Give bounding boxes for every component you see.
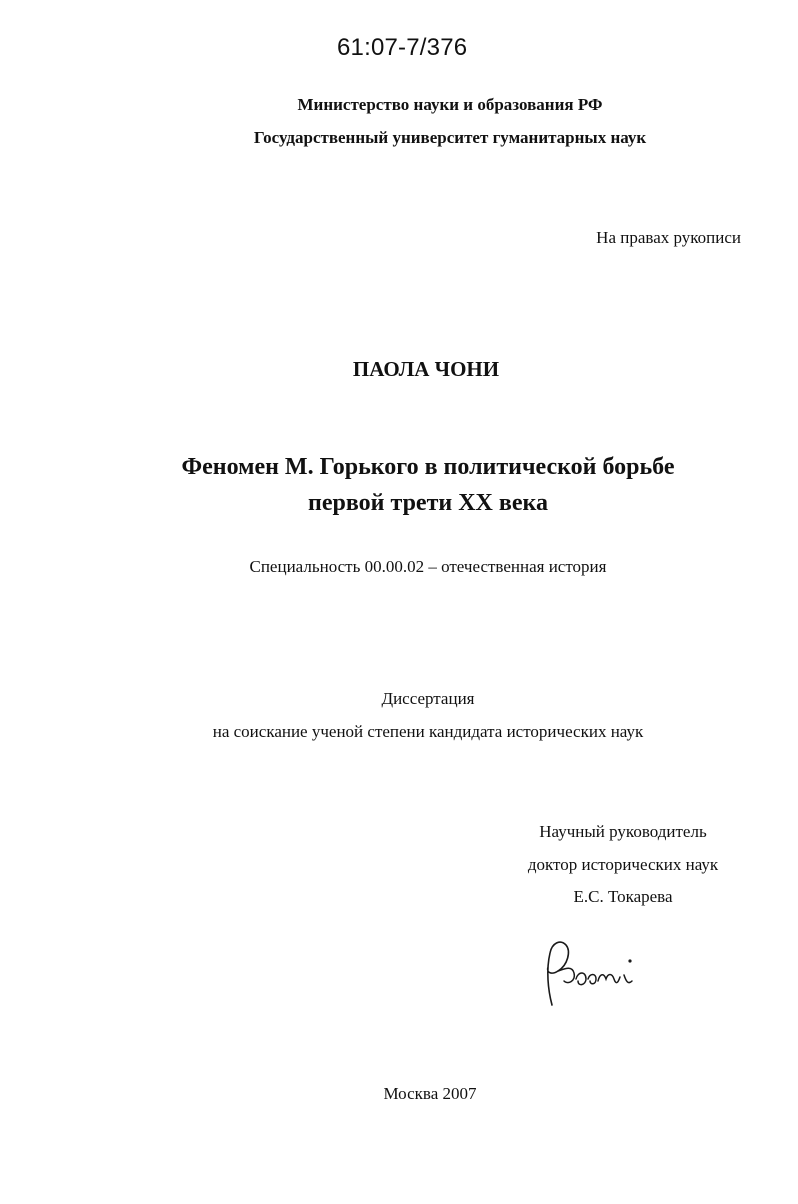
supervisor-name: Е.С. Токарева	[573, 887, 673, 906]
city-year: Москва 2007	[383, 1084, 477, 1103]
thesis-title-line-2: первой трети XX века	[308, 490, 548, 516]
supervisor-degree: доктор исторических наук	[527, 855, 719, 874]
thesis-title-line-1: Феномен М. Горького в политической борьбе	[181, 454, 675, 480]
author-name: ПАОЛА ЧОНИ	[352, 357, 500, 381]
rights-note: На правах рукописи	[596, 228, 741, 247]
specialty-line: Специальность 00.00.02 – отечественная история	[249, 557, 607, 576]
degree-line: на соискание ученой степени кандидата исторических наук	[212, 722, 644, 741]
dissertation-label: Диссертация	[381, 689, 475, 708]
ministry-name: Министерство науки и образования РФ	[297, 95, 603, 114]
catalog-code: 61:07-7/376	[337, 34, 468, 61]
university-name: Государственный университет гуманитарных наук	[253, 128, 647, 147]
handwritten-signature	[538, 935, 648, 1010]
supervisor-role: Научный руководитель	[539, 822, 707, 841]
